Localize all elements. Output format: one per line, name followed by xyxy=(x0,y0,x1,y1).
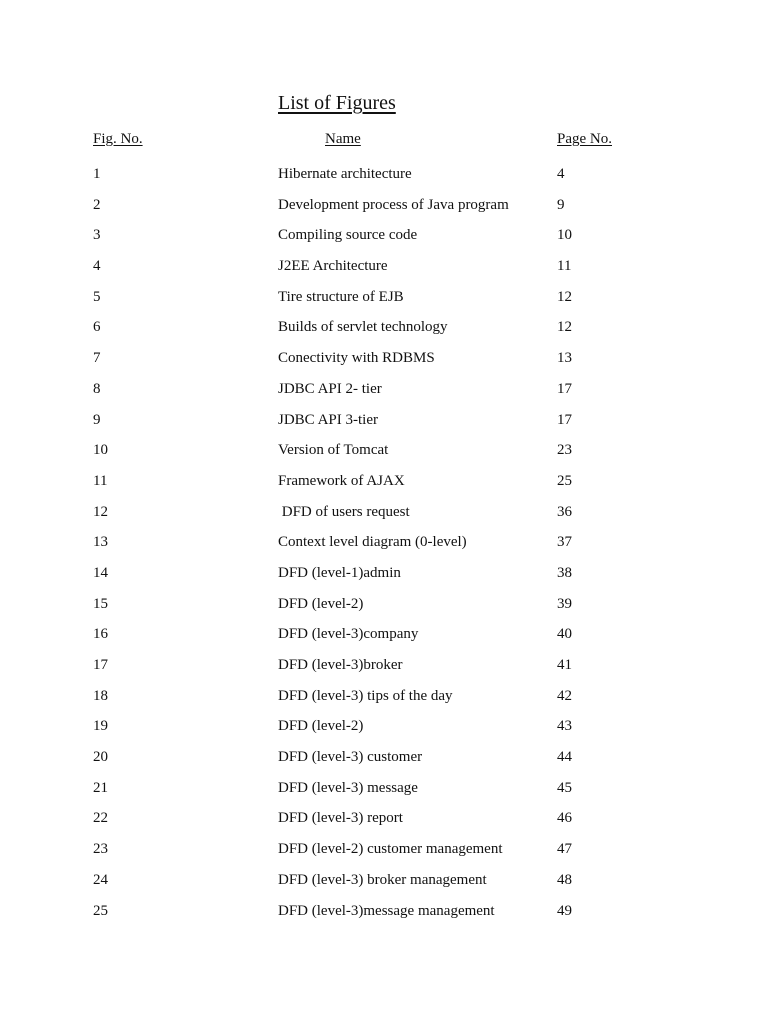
figure-page-number: 11 xyxy=(557,258,572,275)
figure-page-number: 40 xyxy=(557,626,572,643)
figure-row xyxy=(0,471,768,502)
figure-row xyxy=(0,716,768,747)
figure-page-number: 44 xyxy=(557,749,572,766)
figure-row xyxy=(0,379,768,410)
figure-page-number: 25 xyxy=(557,472,572,489)
figure-row xyxy=(0,870,768,901)
figure-number: 13 xyxy=(93,534,108,551)
figure-number: 1 xyxy=(93,166,101,182)
figure-row xyxy=(0,655,768,686)
figure-row xyxy=(0,164,768,195)
figure-page-number: 23 xyxy=(557,442,572,459)
figure-row xyxy=(0,624,768,655)
figure-page-number: 9 xyxy=(557,196,565,213)
figure-page-number: 13 xyxy=(557,350,572,367)
figure-name: J2EE Architecture xyxy=(278,258,388,275)
figure-row xyxy=(0,440,768,471)
figure-name: Conectivity with RDBMS xyxy=(278,350,435,367)
figure-page-number: 47 xyxy=(557,841,572,858)
figure-number: 7 xyxy=(93,350,101,367)
column-header-fig-no: Fig. No. xyxy=(93,131,143,147)
figure-number: 9 xyxy=(93,411,101,428)
figure-name: DFD (level-3)message management xyxy=(278,902,495,919)
figure-row xyxy=(0,594,768,625)
figure-row xyxy=(0,747,768,778)
figure-name: Development process of Java program xyxy=(278,196,509,213)
figure-name: DFD (level-3) customer xyxy=(278,749,423,766)
figure-number: 23 xyxy=(93,841,108,858)
figure-page-number: 39 xyxy=(557,595,572,612)
figure-number: 15 xyxy=(93,595,108,612)
figure-name: DFD (level-3) tips of the day xyxy=(278,687,453,704)
figure-page-number: 12 xyxy=(557,319,572,336)
figure-name: Compiling source code xyxy=(278,227,418,244)
figure-number: 17 xyxy=(93,657,108,673)
figure-number: 11 xyxy=(93,472,108,489)
figure-row xyxy=(0,225,768,256)
figure-row xyxy=(0,563,768,594)
figure-number: 10 xyxy=(93,442,108,459)
figure-name: DFD (level-3) broker management xyxy=(278,871,487,888)
figure-row xyxy=(0,808,768,839)
figure-page-number: 12 xyxy=(557,288,572,305)
figure-row xyxy=(0,901,768,932)
figure-number: 25 xyxy=(93,902,108,919)
figure-name: DFD of users request xyxy=(278,503,410,520)
figure-page-number: 10 xyxy=(557,227,572,244)
figure-name: DFD (level-2) customer management xyxy=(278,841,503,858)
figure-number: 18 xyxy=(93,687,108,704)
figure-number: 5 xyxy=(93,288,101,305)
figure-row xyxy=(0,348,768,379)
figure-row xyxy=(0,287,768,318)
column-header-page-no: Page No. xyxy=(557,131,612,147)
figure-number: 22 xyxy=(93,810,108,827)
figure-page-number: 43 xyxy=(557,718,572,735)
figure-number: 12 xyxy=(93,503,108,520)
figure-page-number: 45 xyxy=(557,779,572,796)
figure-number: 20 xyxy=(93,749,108,766)
figure-page-number: 38 xyxy=(557,564,572,581)
figure-name: Hibernate architecture xyxy=(278,166,412,182)
figure-name: DFD (level-3) report xyxy=(278,810,403,827)
figure-name: JDBC API 3-tier xyxy=(278,411,379,428)
figure-number: 3 xyxy=(93,227,101,244)
figure-name: DFD (level-1)admin xyxy=(278,564,401,581)
figure-page-number: 37 xyxy=(557,534,572,551)
figure-name: Context level diagram (0-level) xyxy=(278,534,467,551)
figure-row xyxy=(0,502,768,533)
figure-number: 14 xyxy=(93,564,108,581)
figure-page-number: 42 xyxy=(557,687,572,704)
figure-name: Framework of AJAX xyxy=(278,472,405,489)
figure-number: 6 xyxy=(93,319,101,336)
figure-row xyxy=(0,839,768,870)
figure-name: Version of Tomcat xyxy=(278,442,389,459)
figure-page-number: 46 xyxy=(557,810,572,827)
figure-number: 8 xyxy=(93,380,101,397)
figure-name: Builds of servlet technology xyxy=(278,319,448,336)
column-header-name: Name xyxy=(325,131,361,147)
figure-page-number: 17 xyxy=(557,380,572,397)
figure-number: 4 xyxy=(93,258,101,275)
figure-row xyxy=(0,778,768,809)
page-title: List of Figures xyxy=(278,92,396,114)
figure-page-number: 49 xyxy=(557,902,572,919)
figure-number: 24 xyxy=(93,871,108,888)
figure-name: Tire structure of EJB xyxy=(278,288,404,305)
figures-list xyxy=(0,164,768,931)
figure-row xyxy=(0,410,768,441)
figure-name: DFD (level-2) xyxy=(278,595,364,612)
figure-row xyxy=(0,256,768,287)
figure-row xyxy=(0,317,768,348)
figure-name: DFD (level-3) message xyxy=(278,779,418,796)
figure-page-number: 48 xyxy=(557,871,572,888)
figure-page-number: 36 xyxy=(557,503,572,520)
figure-page-number: 17 xyxy=(557,411,572,428)
figure-row xyxy=(0,195,768,226)
figure-name: DFD (level-3)broker xyxy=(278,657,403,673)
figure-number: 19 xyxy=(93,718,108,735)
figure-page-number: 4 xyxy=(557,166,565,182)
figure-row xyxy=(0,686,768,717)
figure-name: DFD (level-2) xyxy=(278,718,364,735)
figure-name: JDBC API 2- tier xyxy=(278,380,382,397)
figure-name: DFD (level-3)company xyxy=(278,626,419,643)
figure-number: 21 xyxy=(93,779,108,796)
figure-page-number: 41 xyxy=(557,657,572,673)
figure-row xyxy=(0,532,768,563)
figure-number: 2 xyxy=(93,196,101,213)
figure-number: 16 xyxy=(93,626,108,643)
